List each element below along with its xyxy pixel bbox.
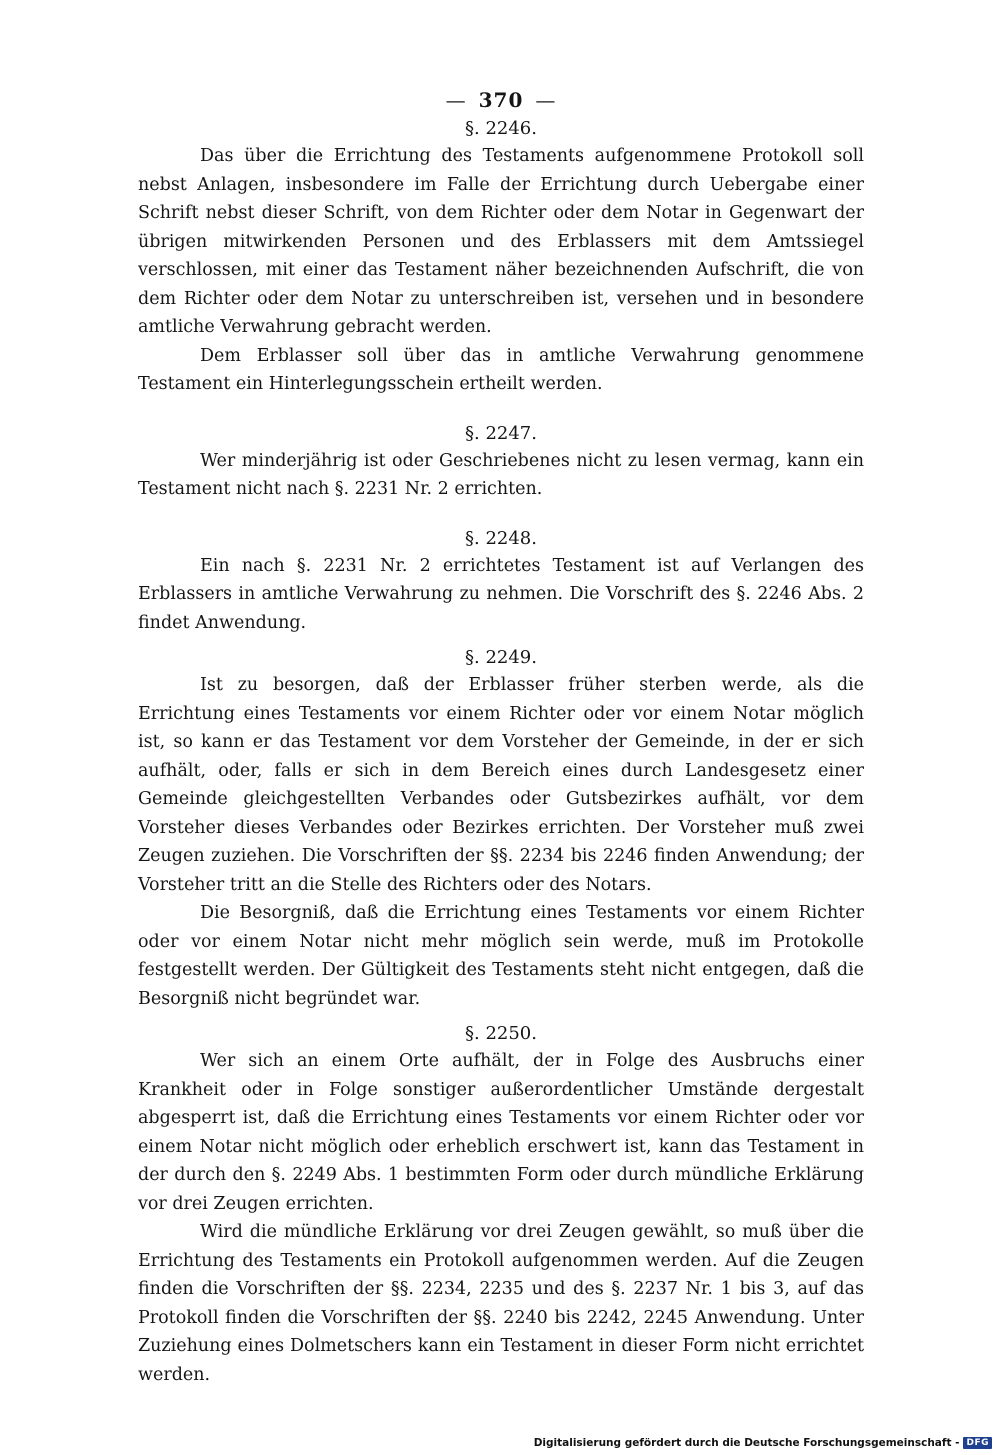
section-heading: §. 2249. <box>465 647 537 668</box>
paragraph: Ein nach §. 2231 Nr. 2 errichtetes Testament ist auf Verlangen des Erblassers in amtliche Verwahrung zu nehmen. Die Vorschrift des §. 2246 Abs. 2 findet Anwendung. <box>138 555 864 633</box>
section-2249 <box>138 645 864 1013</box>
section-heading: §. 2246. <box>465 118 537 139</box>
section-heading: §. 2248. <box>465 527 537 549</box>
paragraph: Ist zu besorgen, daß der Erblasser früher sterben werde, als die Errichtung eines Testaments vor einem Richter oder vor einem Notar möglich ist, so kann er das Testament vor dem Vorsteher der Gemeinde, in der er sich aufhält, oder, falls er sich in dem Bereich eines durch Landesgesetz einer Gemeinde gleichgestellten Verbandes oder Gutsbezirkes aufhält, vor dem Vorsteher dieses Verbandes oder Bezirkes errichten. Der Vorsteher muß zwei Zeugen zuziehen. Die Vorschriften der §§. 2234 bis 2246 finden Anwendung; der Vorsteher tritt an die Stelle des Richters oder des Notars. <box>138 675 864 895</box>
paragraph: Das über die Errichtung des Testaments aufgenommene Protokoll soll nebst Anlagen, insbesondere im Falle der Errichtung durch Uebergabe einer Schrift nebst dieser Schrift, von dem Richter oder dem Notar in Gegenwart der übrigen mitwirkenden Personen und des Erblassers mit dem Amtssiegel verschlossen, mit einer das Testament näher bezeichnenden Aufschrift, die von dem Richter oder dem Notar zu unterschreiben ist, versehen und in besondere amtliche Verwahrung gebracht werden. <box>138 146 864 337</box>
digitization-credit <box>534 1437 992 1449</box>
document-page <box>138 84 864 1389</box>
page-number-value: 370 <box>478 88 524 112</box>
dfg-logo: DFG <box>963 1437 992 1449</box>
section-2248 <box>138 526 864 638</box>
section-2246 <box>138 116 864 399</box>
paragraph: Die Besorgniß, daß die Errichtung eines Testaments vor einem Richter oder vor einem Notar nicht mehr möglich sein werde, muß im Protokolle festgestellt werden. Der Gültigkeit des Testaments steht nicht entgegen, daß die Besorgniß nicht begründet war. <box>138 903 864 1009</box>
digitization-credit-text: Digitalisierung gefördert durch die Deutsche Forschungsgemeinschaft - <box>533 1437 960 1449</box>
section-2247 <box>138 421 864 504</box>
section-2250 <box>138 1021 864 1389</box>
paragraph: Wer minderjährig ist oder Geschriebenes nicht zu lesen vermag, kann ein Testament nicht nach §. 2231 Nr. 2 errichten. <box>138 450 864 499</box>
section-heading: §. 2250. <box>465 1023 537 1044</box>
page-number: — 370 — <box>445 88 557 112</box>
section-heading: §. 2247. <box>465 422 537 444</box>
paragraph: Wer sich an einem Orte aufhält, der in Folge des Ausbruchs einer Krankheit oder in Folge sonstiger außerordentlicher Umstände dergestalt abgesperrt ist, daß die Errichtung eines Testaments vor einem Richter oder vor einem Notar nicht möglich oder erheblich erschwert ist, kann das Testament in der durch den §. 2249 Abs. 1 bestimmten Form oder durch mündliche Erklärung vor drei Zeugen errichten. <box>138 1051 864 1214</box>
paragraph: Dem Erblasser soll über das in amtliche Verwahrung genommene Testament ein Hinterlegungsschein ertheilt werden. <box>138 345 864 394</box>
paragraph: Wird die mündliche Erklärung vor drei Zeugen gewählt, so muß über die Errichtung des Testaments ein Protokoll aufgenommen werden. Auf die Zeugen finden die Vorschriften der §§. 2234, 2235 und des §. 2237 Nr. 1 bis 3, auf das Protokoll finden die Vorschriften der §§. 2240 bis 2242, 2245 Anwendung. Unter Zuziehung eines Dolmetschers kann ein Testament in dieser Form nicht errichtet werden. <box>138 1222 864 1385</box>
